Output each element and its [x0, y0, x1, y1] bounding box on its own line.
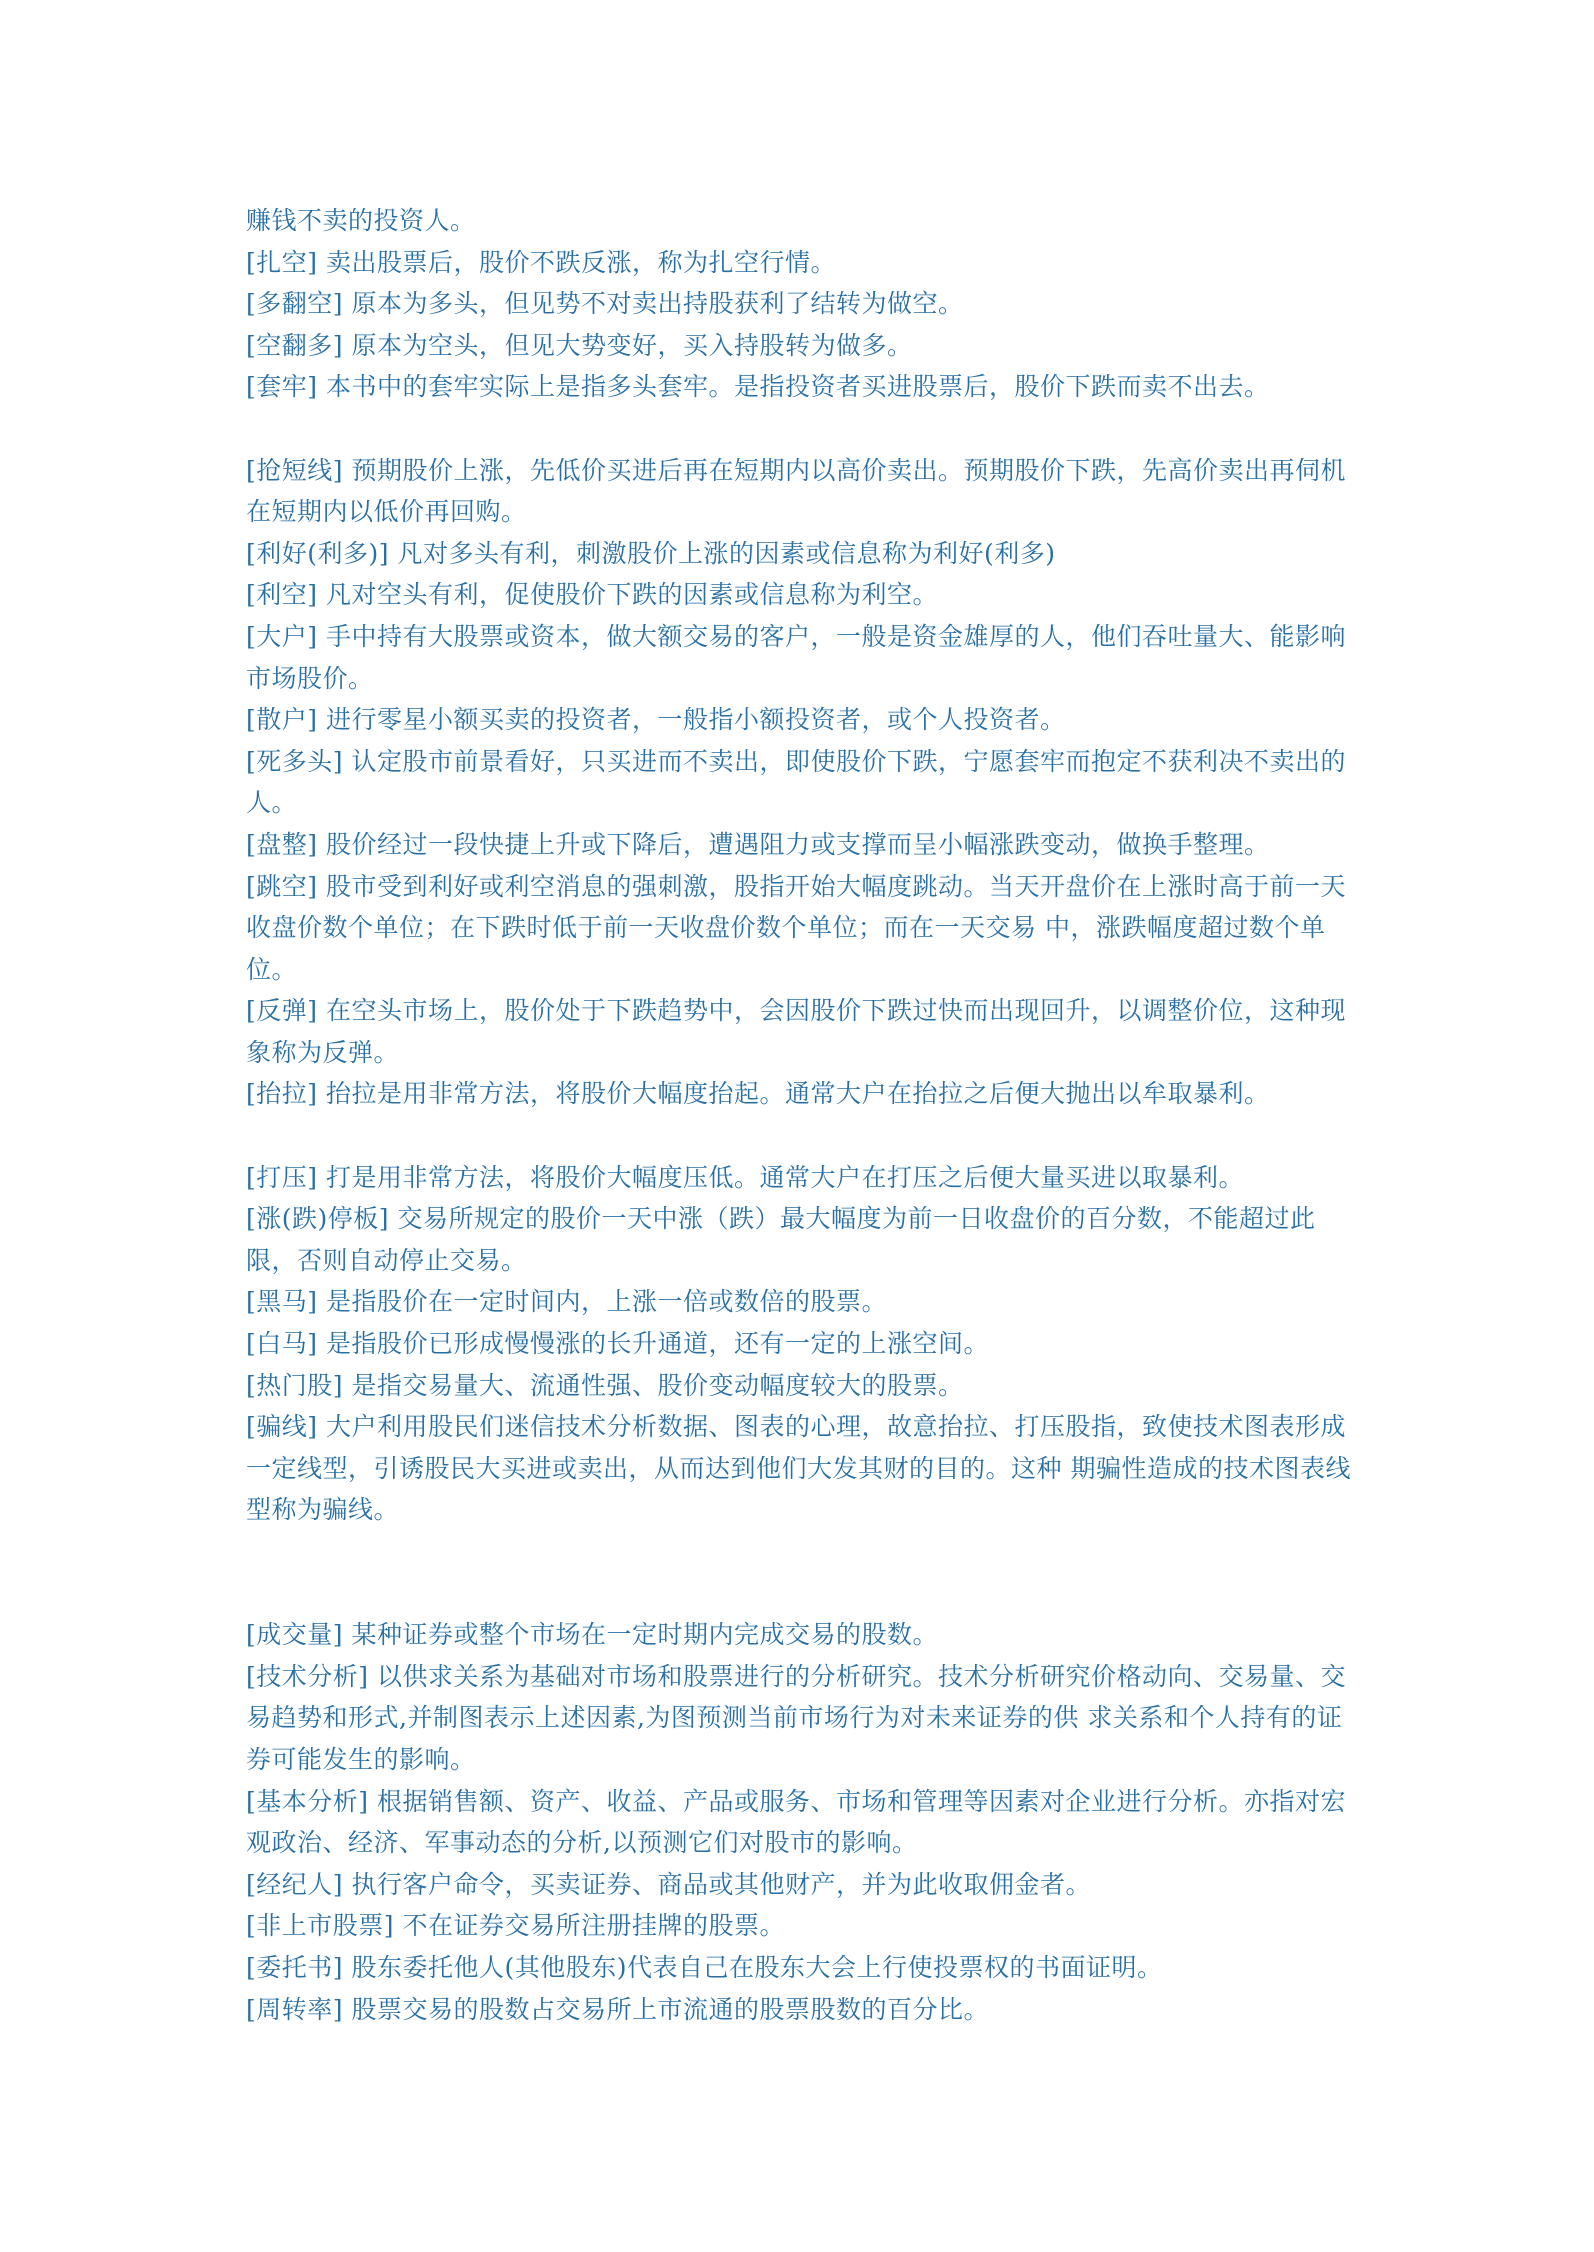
glossary-term: [周转率] — [246, 1994, 344, 2024]
paragraph — [246, 1157, 1356, 1199]
glossary-term: [套牢] — [246, 372, 318, 402]
glossary-term: [黑马] — [246, 1287, 318, 1317]
glossary-term: [基本分析] — [246, 1786, 369, 1816]
glossary-definition: 不在证券交易所注册挂牌的股票。 — [394, 1911, 785, 1941]
glossary-term: [涨(跌)停板] — [246, 1204, 390, 1234]
paragraph — [246, 866, 1356, 991]
paragraph — [246, 325, 1356, 367]
glossary-definition: 是指股价已形成慢慢涨的长升通道，还有一定的上涨空间。 — [317, 1329, 989, 1359]
glossary-term: [大户] — [246, 621, 318, 651]
glossary-definition: 执行客户命令，买卖证券、商品或其他财产，并为此收取佣金者。 — [343, 1869, 1091, 1899]
glossary-definition: 某种证券或整个市场在一定时期内完成交易的股数。 — [343, 1620, 938, 1650]
glossary-term: [散户] — [246, 705, 318, 735]
glossary-definition: 股票交易的股数占交易所上市流通的股票股数的百分比。 — [343, 1994, 989, 2024]
paragraph — [246, 1614, 1356, 1656]
glossary-text — [246, 200, 1356, 2030]
glossary-definition: 原本为空头，但见大势变好，买入持股转为做多。 — [343, 330, 913, 360]
paragraph — [246, 1905, 1356, 1947]
glossary-definition: 大户利用股民们迷信技术分析数据、图表的心理，故意抬拉、打压股指，致使技术图表形成一定线型，引诱股民大买进或卖出，从而达到他们大发其财的目的。这种 期骗性造成的技术图表线型称为骗线。 — [246, 1412, 1351, 1525]
glossary-term: [利好(利多)] — [246, 538, 390, 568]
glossary-definition: 在空头市场上，股价处于下跌趋势中，会因股价下跌过快而出现回升，以调整价位，这种现象称为反弹。 — [246, 996, 1346, 1067]
glossary-term: [盘整] — [246, 829, 318, 859]
paragraph — [246, 824, 1356, 866]
glossary-term: [利空] — [246, 580, 318, 610]
glossary-term: [热门股] — [246, 1370, 344, 1400]
glossary-definition: 打是用非常方法，将股价大幅度压低。通常大户在打压之后便大量买进以取暴利。 — [317, 1162, 1244, 1192]
paragraph — [246, 1281, 1356, 1323]
glossary-definition: 股东委托他人(其他股东)代表自己在股东大会上行使投票权的书面证明。 — [343, 1952, 1163, 1982]
glossary-definition: 是指股价在一定时间内，上涨一倍或数倍的股票。 — [317, 1287, 887, 1317]
glossary-definition: 预期股价上涨，先低价买进后再在短期内以高价卖出。预期股价下跌，先高价卖出再伺机在短期内以低价再回购。 — [246, 455, 1346, 527]
glossary-definition: 原本为多头，但见势不对卖出持股获利了结转为做空。 — [343, 289, 964, 319]
glossary-term: [多翻空] — [246, 289, 344, 319]
glossary-definition: 认定股市前景看好，只买进而不卖出，即使股价下跌，宁愿套牢而抱定不获利决不卖出的人。 — [246, 746, 1346, 818]
paragraph — [246, 990, 1356, 1073]
paragraph — [246, 1989, 1356, 2031]
glossary-definition: 抬拉是用非常方法，将股价大幅度抬起。通常大户在抬拉之后便大抛出以牟取暴利。 — [317, 1079, 1270, 1109]
spacer — [246, 1115, 1356, 1157]
glossary-term: [反弹] — [246, 996, 318, 1026]
glossary-term: [成交量] — [246, 1620, 344, 1650]
glossary-term: [打压] — [246, 1162, 318, 1192]
glossary-definition: 进行零星小额买卖的投资者，一般指小额投资者，或个人投资者。 — [317, 705, 1066, 735]
paragraph — [246, 1323, 1356, 1365]
paragraph — [246, 1406, 1356, 1531]
glossary-definition: 凡对空头有利，促使股价下跌的因素或信息称为利空。 — [317, 580, 938, 610]
glossary-definition: 是指交易量大、流通性强、股价变动幅度较大的股票。 — [343, 1370, 964, 1400]
glossary-term: [技术分析] — [246, 1661, 369, 1691]
paragraph — [246, 283, 1356, 325]
paragraph — [246, 200, 1356, 242]
glossary-term: [经纪人] — [246, 1869, 344, 1899]
glossary-definition: 本书中的套牢实际上是指多头套牢。是指投资者买进股票后，股价下跌而卖不出去。 — [317, 372, 1270, 402]
glossary-term: [白马] — [246, 1329, 318, 1359]
paragraph — [246, 1656, 1356, 1781]
paragraph — [246, 1781, 1356, 1864]
paragraph — [246, 450, 1356, 533]
glossary-definition: 股市受到利好或利空消息的强刺激，股指开始大幅度跳动。当天开盘价在上涨时高于前一天收盘价数个单位；在下跌时低于前一天收盘价数个单位；而在一天交易 中，涨跌幅度超过数个单位。 — [246, 871, 1346, 984]
paragraph — [246, 242, 1356, 284]
spacer — [246, 408, 1356, 450]
glossary-term: [抢短线] — [246, 455, 344, 485]
paragraph — [246, 366, 1356, 408]
glossary-definition: 凡对多头有利，刺激股价上涨的因素或信息称为利好(利多) — [389, 538, 1056, 568]
glossary-definition: 交易所规定的股价一天中涨（跌）最大幅度为前一日收盘价的百分数，不能超过此限，否则自动停止交易。 — [246, 1204, 1316, 1275]
paragraph — [246, 1947, 1356, 1989]
paragraph — [246, 533, 1356, 575]
paragraph — [246, 1864, 1356, 1906]
glossary-term: [跳空] — [246, 871, 318, 901]
paragraph — [246, 1198, 1356, 1281]
glossary-definition: 卖出股票后，股价不跌反涨，称为扎空行情。 — [317, 247, 836, 277]
glossary-definition: 根据销售额、资产、收益、产品或服务、市场和管理等因素对企业进行分析。亦指对宏观政治、经济、军事动态的分析,以预测它们对股市的影响。 — [246, 1786, 1346, 1858]
glossary-term: [扎空] — [246, 247, 318, 277]
glossary-term: [非上市股票] — [246, 1911, 395, 1941]
paragraph — [246, 741, 1356, 824]
paragraph — [246, 616, 1356, 699]
paragraph — [246, 574, 1356, 616]
paragraph — [246, 699, 1356, 741]
glossary-definition: 手中持有大股票或资本，做大额交易的客户，一般是资金雄厚的人，他们吞吐量大、能影响市场股价。 — [246, 621, 1346, 693]
paragraph — [246, 1365, 1356, 1407]
spacer — [246, 1531, 1356, 1614]
glossary-definition: 以供求关系为基础对市场和股票进行的分析研究。技术分析研究价格动向、交易量、交易趋势和形式,并制图表示上述因素,为图预测当前市场行为对未来证券的供 求关系和个人持有的证券可能发生的影响。 — [246, 1661, 1346, 1774]
paragraph — [246, 1073, 1356, 1115]
glossary-term: [委托书] — [246, 1952, 344, 1982]
glossary-term: [死多头] — [246, 746, 344, 776]
glossary-term: [抬拉] — [246, 1079, 318, 1109]
glossary-term: [空翻多] — [246, 330, 344, 360]
glossary-definition: 股价经过一段快捷上升或下降后，遭遇阻力或支撑而呈小幅涨跌变动，做换手整理。 — [317, 829, 1270, 859]
paragraph-text: 赚钱不卖的投资人。 — [246, 206, 476, 235]
glossary-term: [骗线] — [246, 1412, 318, 1442]
